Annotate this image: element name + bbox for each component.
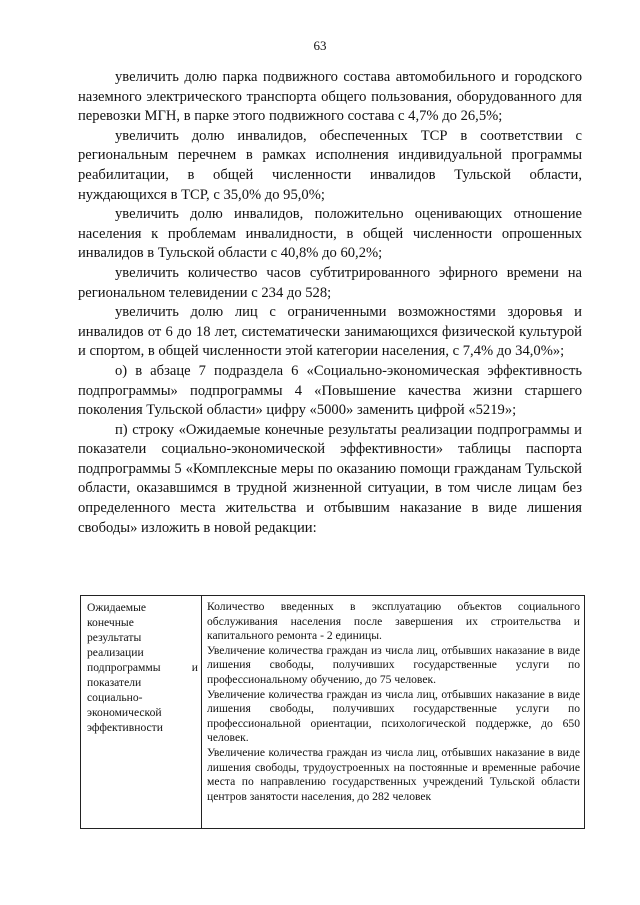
result-item: Увеличение количества граждан из числа лиц, отбывших наказание в виде лишения свободы, получивших государственные услуги по профессиональному обучению, до 75 человек. bbox=[207, 643, 580, 686]
result-item: Увеличение количества граждан из числа лиц, отбывших наказание в виде лишения свободы, получивших государственные услуги по профессиональной ориентации, психологической поддержке, до 650 человек. bbox=[207, 687, 580, 745]
paragraph: увеличить количество часов субтитрированного эфирного времени на региональном телевидении с 234 до 528; bbox=[78, 264, 582, 301]
header-line: Ожидаемые bbox=[87, 601, 147, 614]
header-line: конечные bbox=[87, 616, 134, 629]
paragraph: увеличить долю лиц с ограниченными возможностями здоровья и инвалидов от 6 до 18 лет, систематически занимающихся физической культурой и спортом, в общей численности этой категории населения, с 7,4% до 34,0%»; bbox=[78, 304, 582, 360]
header-line bbox=[87, 660, 198, 675]
paragraph: увеличить долю инвалидов, обеспеченных ТСР в соответствии с региональным перечнем в рамках исполнения индивидуальной программы реабилитации, в общей численности инвалидов Тульской области, нуждающихся в ТСР, с 35,0% до 95,0%; bbox=[78, 127, 582, 203]
paragraph: п) строку «Ожидаемые конечные результаты реализации подпрограммы и показатели социально-экономической эффективности» таблицы паспорта подпрограммы 5 «Комплексные меры по оказанию помощи гражданам Тульской области, оказавшимся в трудной жизненной ситуации, в том числе лицам без определенного места жительства и отбывшим наказание в виде лишения свободы» изложить в новой редакции: bbox=[78, 421, 582, 536]
result-item: Количество введенных в эксплуатацию объектов социального обслуживания населения после завершения их строительства и капитального ремонта - 2 единицы. bbox=[207, 600, 580, 643]
paragraph: увеличить долю инвалидов, положительно оценивающих отношение населения к проблемам инвалидности, в общей численности опрошенных инвалидов в Тульской области с 40,8% до 60,2%; bbox=[78, 206, 582, 262]
page-number: 63 bbox=[313, 38, 327, 53]
document-body bbox=[78, 68, 582, 538]
header-line: социально- bbox=[87, 691, 143, 704]
result-item: Увеличение количества граждан из числа лиц, отбывших наказание в виде лишения свободы, трудоустроенных на постоянные и временные рабочие места по направлению государственных учреждений Тульской области центров занятости населения, до 282 человек bbox=[207, 745, 580, 803]
paragraph: увеличить долю парка подвижного состава автомобильного и городского наземного электрического транспорта общего пользования, оборудованного для перевозки МГН, в парке этого подвижного состава с 4,7% до 26,5%; bbox=[78, 69, 582, 125]
header-line: реализации bbox=[87, 646, 144, 659]
header-line: эффективности bbox=[87, 721, 163, 734]
header-line: результаты bbox=[87, 631, 142, 644]
table-value-cell bbox=[202, 596, 584, 828]
paragraph: о) в абзаце 7 подраздела 6 «Социально-экономическая эффективность подпрограммы» подпрограммы 4 «Повышение качества жизни старшего поколения Тульской области» цифру «5000» заменить цифрой «5219»; bbox=[78, 362, 582, 419]
header-word: подпрограммы bbox=[87, 661, 161, 674]
header-word: и bbox=[191, 661, 198, 674]
passport-table bbox=[80, 595, 585, 829]
header-line: экономической bbox=[87, 706, 162, 719]
table-header-cell bbox=[81, 596, 202, 828]
header-line: показатели bbox=[87, 676, 142, 689]
